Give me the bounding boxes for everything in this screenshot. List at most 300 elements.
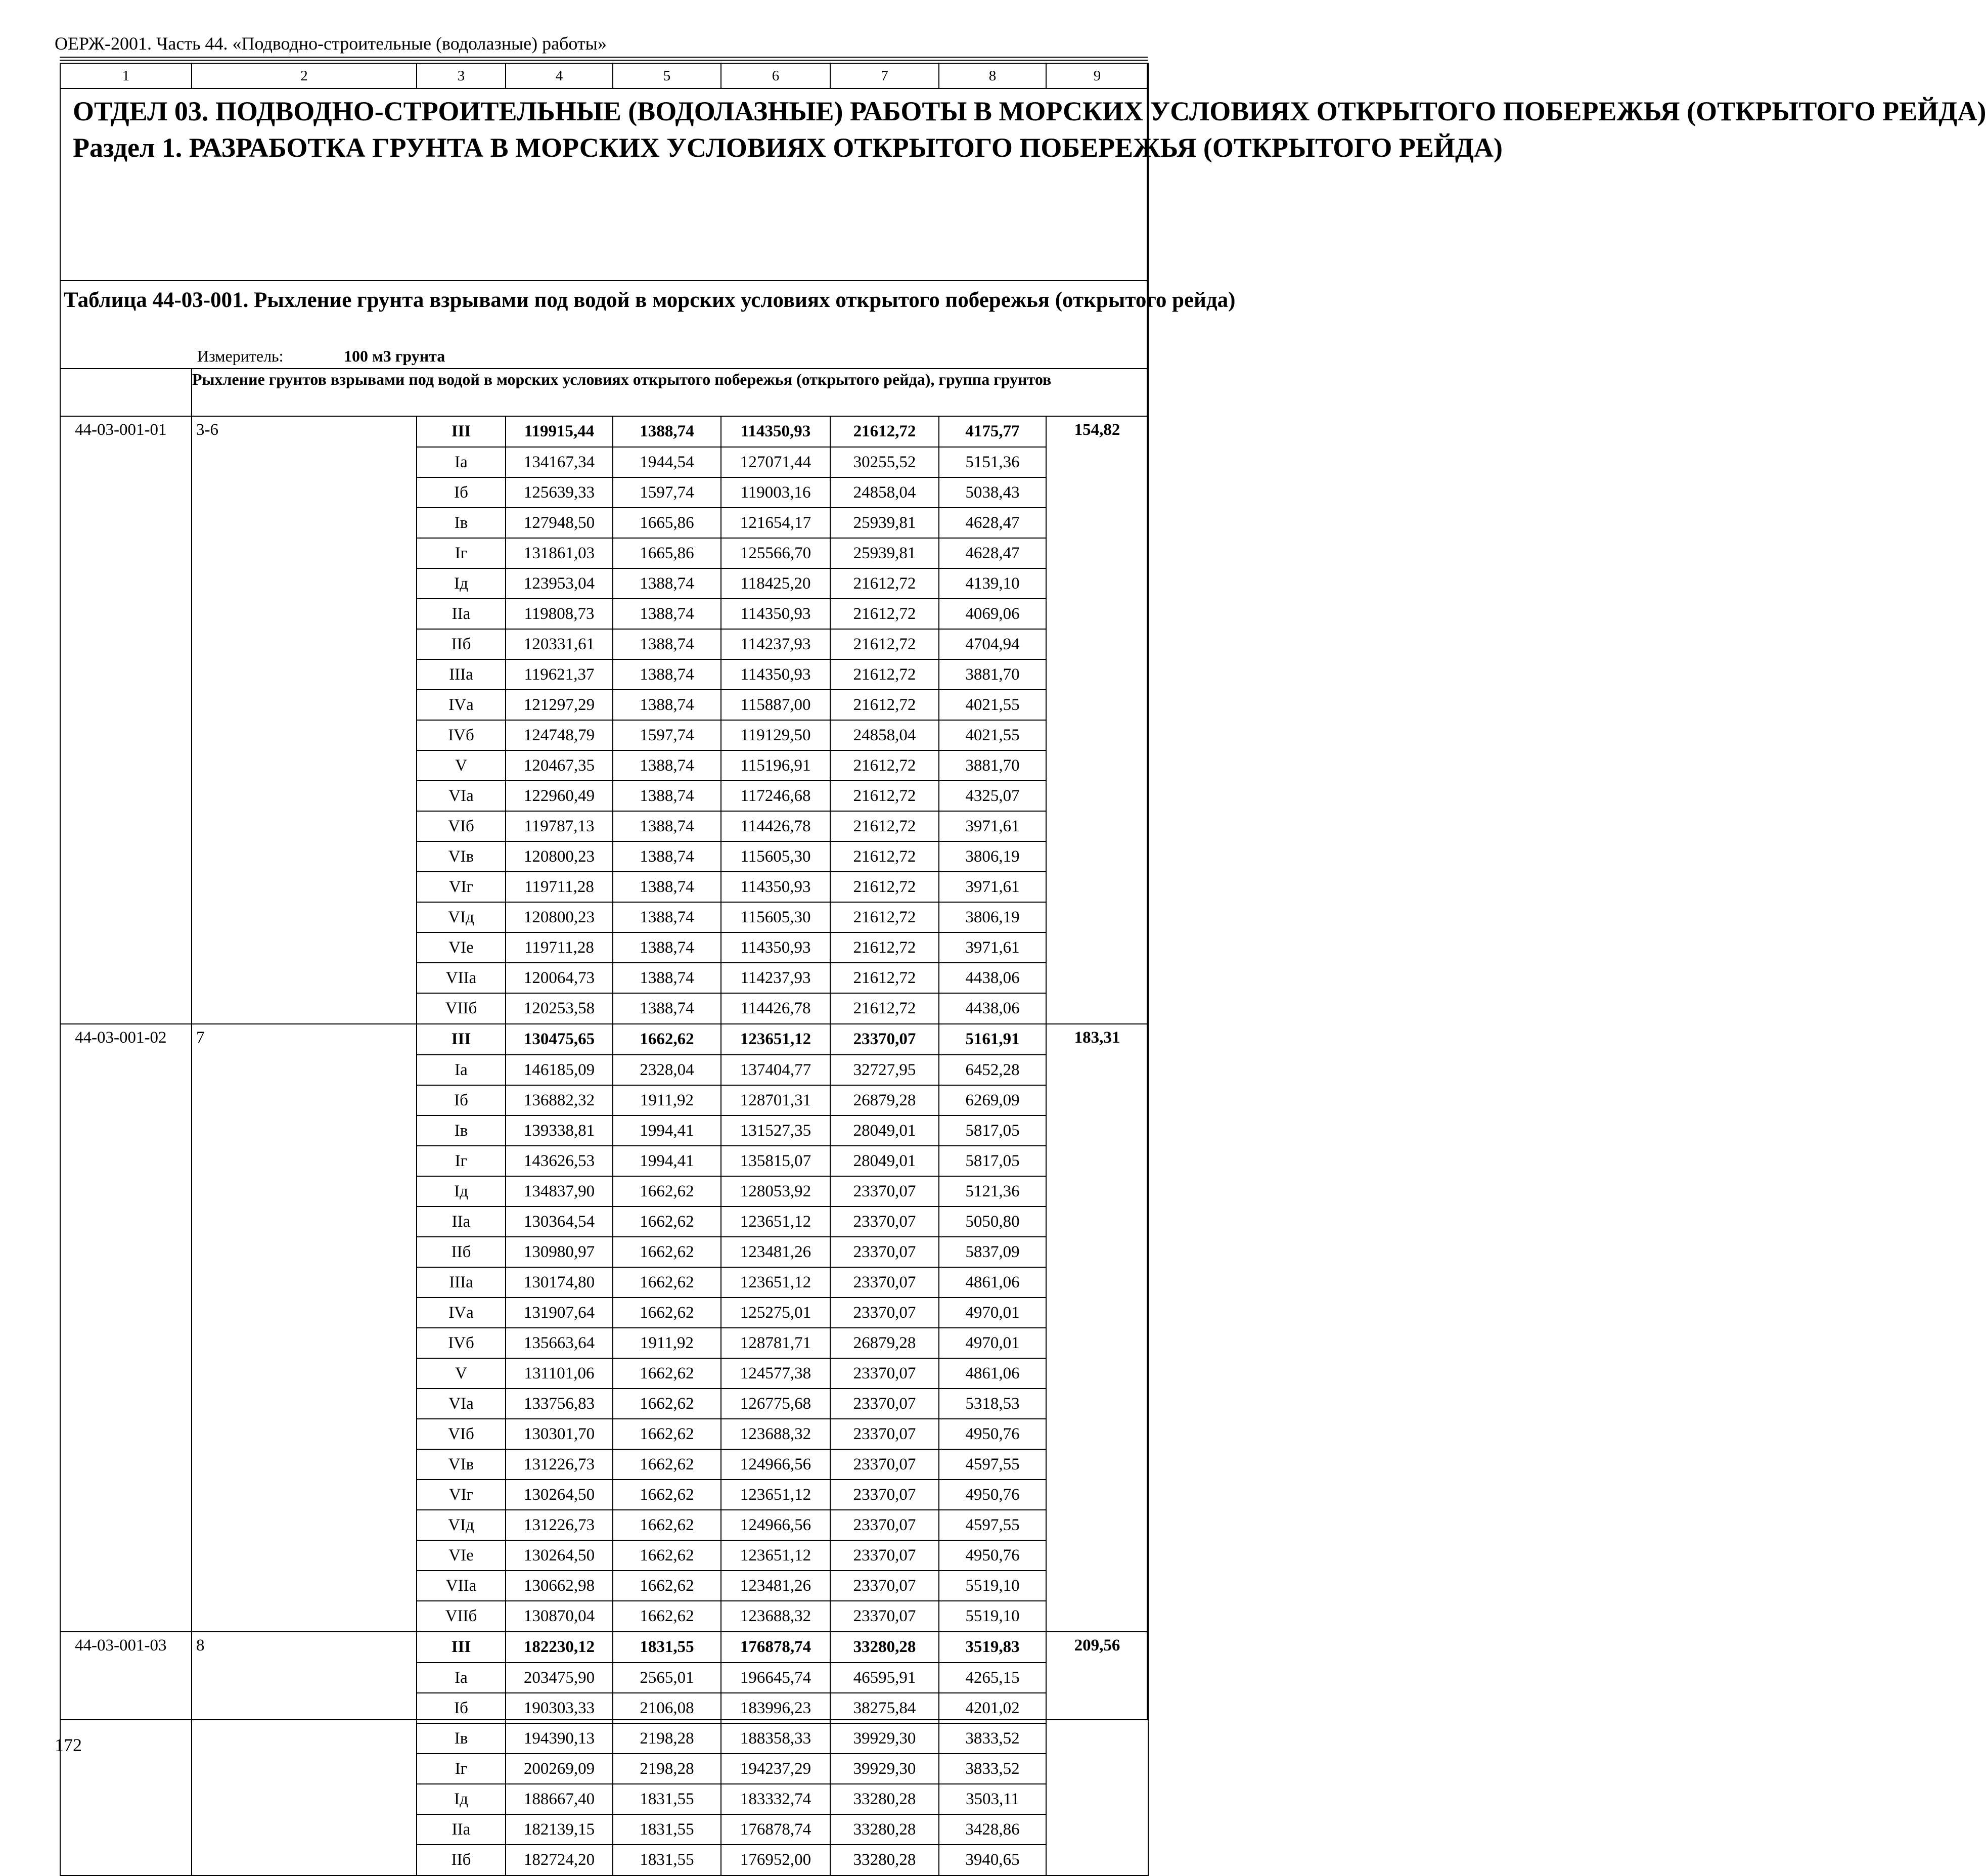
table-row (60, 993, 1148, 1024)
total-cost: 120800,23 (506, 841, 613, 872)
total-cost: 119808,73 (506, 599, 613, 629)
wages: 1831,55 (613, 1632, 721, 1663)
soil-group: III (417, 1632, 506, 1663)
materials: 3519,83 (939, 1632, 1046, 1663)
materials: 4597,55 (939, 1510, 1046, 1540)
materials: 5161,91 (939, 1024, 1046, 1055)
soil-group: V (417, 750, 506, 781)
machine-cost: 183996,23 (721, 1693, 830, 1723)
labor-hours (1046, 1845, 1148, 1875)
table-row (60, 1540, 1148, 1571)
wages: 1662,62 (613, 1298, 721, 1328)
rate-code (60, 1663, 192, 1693)
machine-cost: 196645,74 (721, 1663, 830, 1693)
rate-code (60, 1267, 192, 1298)
total-cost: 123953,04 (506, 568, 613, 599)
materials: 4970,01 (939, 1298, 1046, 1328)
materials: 4438,06 (939, 963, 1046, 993)
wages: 1665,86 (613, 538, 721, 568)
labor-hours (1046, 1146, 1148, 1176)
soil-category (192, 629, 417, 659)
rate-code (60, 1328, 192, 1358)
soil-category (192, 750, 417, 781)
soil-category (192, 902, 417, 932)
wages: 1662,62 (613, 1358, 721, 1389)
total-cost: 133756,83 (506, 1389, 613, 1419)
labor-hours: 209,56 (1046, 1632, 1148, 1663)
labor-hours (1046, 1267, 1148, 1298)
machine-cost: 114350,93 (721, 599, 830, 629)
soil-group: VIIа (417, 963, 506, 993)
materials: 4325,07 (939, 781, 1046, 811)
wages: 1831,55 (613, 1845, 721, 1875)
wages: 1662,62 (613, 1540, 721, 1571)
wages: 1388,74 (613, 781, 721, 811)
soil-group: IIб (417, 1845, 506, 1875)
table-row (60, 1298, 1148, 1328)
materials: 3833,52 (939, 1723, 1046, 1754)
total-cost: 120467,35 (506, 750, 613, 781)
labor-hours (1046, 447, 1148, 477)
table-row (60, 568, 1148, 599)
total-cost: 119711,28 (506, 932, 613, 963)
machinist-wages: 32727,95 (830, 1055, 939, 1085)
wages: 1662,62 (613, 1601, 721, 1632)
total-cost: 131226,73 (506, 1449, 613, 1480)
materials: 5837,09 (939, 1237, 1046, 1267)
soil-group: VIг (417, 1480, 506, 1510)
table-row (60, 1237, 1148, 1267)
total-cost: 121297,29 (506, 690, 613, 720)
soil-category (192, 1298, 417, 1328)
rate-code (60, 1480, 192, 1510)
machine-cost: 128701,31 (721, 1085, 830, 1115)
machinist-wages: 23370,07 (830, 1267, 939, 1298)
machinist-wages: 21612,72 (830, 781, 939, 811)
rate-code (60, 811, 192, 841)
labor-hours (1046, 750, 1148, 781)
materials: 4628,47 (939, 538, 1046, 568)
soil-category (192, 538, 417, 568)
soil-group: VIIб (417, 1601, 506, 1632)
soil-group: III (417, 416, 506, 447)
materials: 3940,65 (939, 1845, 1046, 1875)
labor-hours (1046, 1571, 1148, 1601)
soil-category (192, 1784, 417, 1814)
table-row (60, 1693, 1148, 1723)
machine-cost: 135815,07 (721, 1146, 830, 1176)
labor-hours (1046, 1480, 1148, 1510)
materials: 3806,19 (939, 841, 1046, 872)
soil-category (192, 1237, 417, 1267)
soil-group: Iд (417, 1176, 506, 1207)
soil-group: VIа (417, 1389, 506, 1419)
labor-hours (1046, 1389, 1148, 1419)
table-row (60, 811, 1148, 841)
soil-category (192, 932, 417, 963)
machinist-wages: 21612,72 (830, 629, 939, 659)
wages: 1662,62 (613, 1480, 721, 1510)
rate-code (60, 1449, 192, 1480)
wages: 1911,92 (613, 1085, 721, 1115)
labor-hours (1046, 1419, 1148, 1449)
table-row (60, 477, 1148, 508)
wages: 1665,86 (613, 508, 721, 538)
labor-hours (1046, 1540, 1148, 1571)
column-number: 9 (1046, 63, 1148, 88)
machine-cost: 126775,68 (721, 1389, 830, 1419)
machinist-wages: 23370,07 (830, 1480, 939, 1510)
total-cost: 119787,13 (506, 811, 613, 841)
column-number: 2 (192, 63, 417, 88)
machinist-wages: 23370,07 (830, 1540, 939, 1571)
materials: 5038,43 (939, 477, 1046, 508)
total-cost: 131226,73 (506, 1510, 613, 1540)
wages: 1597,74 (613, 477, 721, 508)
soil-category (192, 1419, 417, 1449)
machinist-wages: 33280,28 (830, 1632, 939, 1663)
wages: 1388,74 (613, 416, 721, 447)
labor-hours (1046, 1055, 1148, 1085)
soil-group: Iб (417, 1693, 506, 1723)
wages: 1994,41 (613, 1146, 721, 1176)
machinist-wages: 46595,91 (830, 1663, 939, 1693)
rate-code (60, 1176, 192, 1207)
materials: 5151,36 (939, 447, 1046, 477)
soil-category (192, 690, 417, 720)
table-row (60, 841, 1148, 872)
table-row (60, 599, 1148, 629)
machinist-wages: 23370,07 (830, 1601, 939, 1632)
table-row (60, 1115, 1148, 1146)
rate-code (60, 872, 192, 902)
labor-hours: 154,82 (1046, 416, 1148, 447)
soil-category (192, 1055, 417, 1085)
table-row (60, 1176, 1148, 1207)
rate-code (60, 1601, 192, 1632)
soil-category (192, 720, 417, 750)
soil-group: VIб (417, 1419, 506, 1449)
rate-code (60, 629, 192, 659)
wages: 1662,62 (613, 1176, 721, 1207)
wages: 1662,62 (613, 1267, 721, 1298)
soil-group: Iа (417, 1055, 506, 1085)
total-cost: 134167,34 (506, 447, 613, 477)
table-title-row (60, 281, 1148, 369)
soil-category (192, 1663, 417, 1693)
soil-category (192, 1176, 417, 1207)
table-row (60, 1449, 1148, 1480)
machine-cost: 128053,92 (721, 1176, 830, 1207)
table-row (60, 1480, 1148, 1510)
machine-cost: 114350,93 (721, 659, 830, 690)
table-row (60, 750, 1148, 781)
materials: 3806,19 (939, 902, 1046, 932)
machinist-wages: 33280,28 (830, 1845, 939, 1875)
machinist-wages: 26879,28 (830, 1328, 939, 1358)
table-row (60, 1389, 1148, 1419)
soil-group: VIб (417, 811, 506, 841)
soil-group: IVб (417, 720, 506, 750)
rate-code (60, 993, 192, 1024)
table-row (60, 1784, 1148, 1814)
materials: 5318,53 (939, 1389, 1046, 1419)
rate-code (60, 1358, 192, 1389)
soil-group: IIIа (417, 659, 506, 690)
soil-category (192, 1754, 417, 1784)
rate-code (60, 932, 192, 963)
labor-hours (1046, 1754, 1148, 1784)
wages: 2198,28 (613, 1754, 721, 1784)
machinist-wages: 21612,72 (830, 599, 939, 629)
table-row (60, 1571, 1148, 1601)
rate-code: 44-03-001-01 (60, 416, 192, 447)
materials: 5519,10 (939, 1601, 1046, 1632)
labor-hours (1046, 508, 1148, 538)
department-row (60, 88, 1148, 281)
labor-hours (1046, 1601, 1148, 1632)
soil-group: IIа (417, 1814, 506, 1845)
machinist-wages: 21612,72 (830, 659, 939, 690)
wages: 1388,74 (613, 811, 721, 841)
labor-hours (1046, 538, 1148, 568)
wages: 1388,74 (613, 659, 721, 690)
soil-category (192, 1146, 417, 1176)
group-caption-row (60, 369, 1148, 416)
materials: 3833,52 (939, 1754, 1046, 1784)
table-row (60, 538, 1148, 568)
rate-code (60, 568, 192, 599)
materials: 6269,09 (939, 1085, 1046, 1115)
machine-cost: 115196,91 (721, 750, 830, 781)
soil-category (192, 1267, 417, 1298)
machinist-wages: 39929,30 (830, 1723, 939, 1754)
soil-group: VIв (417, 1449, 506, 1480)
soil-group: Iб (417, 477, 506, 508)
soil-category (192, 599, 417, 629)
machine-cost: 119003,16 (721, 477, 830, 508)
rate-code (60, 690, 192, 720)
machine-cost: 118425,20 (721, 568, 830, 599)
rate-code (60, 1115, 192, 1146)
machinist-wages: 26879,28 (830, 1085, 939, 1115)
machinist-wages: 23370,07 (830, 1207, 939, 1237)
labor-hours (1046, 1328, 1148, 1358)
soil-group: III (417, 1024, 506, 1055)
soil-category (192, 963, 417, 993)
rate-code (60, 841, 192, 872)
machine-cost: 123651,12 (721, 1207, 830, 1237)
rate-code (60, 1389, 192, 1419)
total-cost: 130264,50 (506, 1480, 613, 1510)
table-row (60, 416, 1148, 447)
machine-cost: 194237,29 (721, 1754, 830, 1784)
rate-code (60, 1784, 192, 1814)
table-row (60, 508, 1148, 538)
total-cost: 139338,81 (506, 1115, 613, 1146)
soil-group: IIа (417, 599, 506, 629)
rate-code (60, 447, 192, 477)
materials: 3428,86 (939, 1814, 1046, 1845)
labor-hours (1046, 1784, 1148, 1814)
soil-category (192, 1115, 417, 1146)
materials: 3971,61 (939, 811, 1046, 841)
wages: 1911,92 (613, 1328, 721, 1358)
machinist-wages: 23370,07 (830, 1571, 939, 1601)
soil-group: VIIб (417, 993, 506, 1024)
machine-cost: 123651,12 (721, 1480, 830, 1510)
soil-category: 8 (192, 1632, 417, 1663)
materials: 3971,61 (939, 932, 1046, 963)
wages: 1662,62 (613, 1510, 721, 1540)
column-number: 1 (60, 63, 192, 88)
labor-hours (1046, 932, 1148, 963)
materials: 4021,55 (939, 720, 1046, 750)
materials: 3881,70 (939, 750, 1046, 781)
total-cost: 182230,12 (506, 1632, 613, 1663)
soil-category (192, 1540, 417, 1571)
rate-code (60, 599, 192, 629)
measure-label: Измеритель: (197, 347, 284, 365)
wages: 1662,62 (613, 1571, 721, 1601)
labor-hours (1046, 1693, 1148, 1723)
machine-cost: 114350,93 (721, 932, 830, 963)
table-row (60, 1601, 1148, 1632)
wages: 1831,55 (613, 1784, 721, 1814)
labor-hours (1046, 1449, 1148, 1480)
column-number: 8 (939, 63, 1046, 88)
materials: 3971,61 (939, 872, 1046, 902)
labor-hours (1046, 1085, 1148, 1115)
machinist-wages: 23370,07 (830, 1510, 939, 1540)
total-cost: 130662,98 (506, 1571, 613, 1601)
soil-group: Iг (417, 1146, 506, 1176)
machine-cost: 121654,17 (721, 508, 830, 538)
group-caption-blank (60, 369, 192, 416)
machine-cost: 176878,74 (721, 1814, 830, 1845)
soil-category (192, 1328, 417, 1358)
total-cost: 120253,58 (506, 993, 613, 1024)
column-number: 4 (506, 63, 613, 88)
labor-hours (1046, 659, 1148, 690)
soil-group: V (417, 1358, 506, 1389)
machinist-wages: 21612,72 (830, 811, 939, 841)
soil-category (192, 1814, 417, 1845)
table-row (60, 781, 1148, 811)
table-row (60, 963, 1148, 993)
materials: 5050,80 (939, 1207, 1046, 1237)
machine-cost: 176878,74 (721, 1632, 830, 1663)
rate-code (60, 1693, 192, 1723)
machine-cost: 124966,56 (721, 1510, 830, 1540)
machine-cost: 127071,44 (721, 447, 830, 477)
soil-category (192, 781, 417, 811)
total-cost: 120331,61 (506, 629, 613, 659)
machine-cost: 124577,38 (721, 1358, 830, 1389)
rate-code (60, 1419, 192, 1449)
soil-category (192, 993, 417, 1024)
soil-category (192, 508, 417, 538)
soil-category: 3-6 (192, 416, 417, 447)
table-row (60, 720, 1148, 750)
materials: 4175,77 (939, 416, 1046, 447)
materials: 4628,47 (939, 508, 1046, 538)
machine-cost: 183332,74 (721, 1784, 830, 1814)
soil-group: Iв (417, 1723, 506, 1754)
total-cost: 200269,09 (506, 1754, 613, 1784)
labor-hours (1046, 781, 1148, 811)
machine-cost: 176952,00 (721, 1845, 830, 1875)
soil-group: IVа (417, 690, 506, 720)
running-header: ОЕРЖ-2001. Часть 44. «Подводно-строительные (водолазные) работы» (55, 33, 607, 54)
materials: 4438,06 (939, 993, 1046, 1024)
rate-code (60, 963, 192, 993)
column-number: 7 (830, 63, 939, 88)
rate-code (60, 1055, 192, 1085)
wages: 1388,74 (613, 963, 721, 993)
machinist-wages: 23370,07 (830, 1024, 939, 1055)
machine-cost: 188358,33 (721, 1723, 830, 1754)
page-number: 172 (55, 1735, 82, 1755)
soil-group: Iв (417, 508, 506, 538)
total-cost: 136882,32 (506, 1085, 613, 1115)
rate-code (60, 1510, 192, 1540)
total-cost: 120064,73 (506, 963, 613, 993)
rate-code: 44-03-001-03 (60, 1632, 192, 1663)
table-row (60, 872, 1148, 902)
machine-cost: 125566,70 (721, 538, 830, 568)
rate-code (60, 1814, 192, 1845)
machinist-wages: 21612,72 (830, 416, 939, 447)
labor-hours (1046, 690, 1148, 720)
table-row (60, 1663, 1148, 1693)
total-cost: 119711,28 (506, 872, 613, 902)
rate-code (60, 1754, 192, 1784)
soil-group: Iг (417, 538, 506, 568)
soil-group: IVб (417, 1328, 506, 1358)
labor-hours (1046, 811, 1148, 841)
machinist-wages: 23370,07 (830, 1176, 939, 1207)
table-row (60, 1024, 1148, 1055)
machinist-wages: 23370,07 (830, 1389, 939, 1419)
measure-value: 100 м3 грунта (344, 347, 445, 365)
wages: 1388,74 (613, 932, 721, 963)
soil-category (192, 1449, 417, 1480)
soil-group: IIб (417, 1237, 506, 1267)
rate-code (60, 1571, 192, 1601)
total-cost: 130475,65 (506, 1024, 613, 1055)
machinist-wages: 21612,72 (830, 568, 939, 599)
table-row (60, 1207, 1148, 1237)
total-cost: 146185,09 (506, 1055, 613, 1085)
rate-code: 44-03-001-02 (60, 1024, 192, 1055)
soil-group: Iд (417, 1784, 506, 1814)
rate-code (60, 1845, 192, 1875)
wages: 2328,04 (613, 1055, 721, 1085)
wages: 1944,54 (613, 447, 721, 477)
labor-hours (1046, 1510, 1148, 1540)
machinist-wages: 28049,01 (830, 1146, 939, 1176)
labor-hours (1046, 1115, 1148, 1146)
section-title: Раздел 1. РАЗРАБОТКА ГРУНТА В МОРСКИХ УСЛОВИЯХ ОТКРЫТОГО ПОБЕРЕЖЬЯ (ОТКРЫТОГО РЕЙДА) (73, 132, 1503, 163)
soil-category (192, 1207, 417, 1237)
total-cost: 124748,79 (506, 720, 613, 750)
wages: 1831,55 (613, 1814, 721, 1845)
table-row (60, 629, 1148, 659)
soil-category: 7 (192, 1024, 417, 1055)
soil-category (192, 841, 417, 872)
total-cost: 119915,44 (506, 416, 613, 447)
